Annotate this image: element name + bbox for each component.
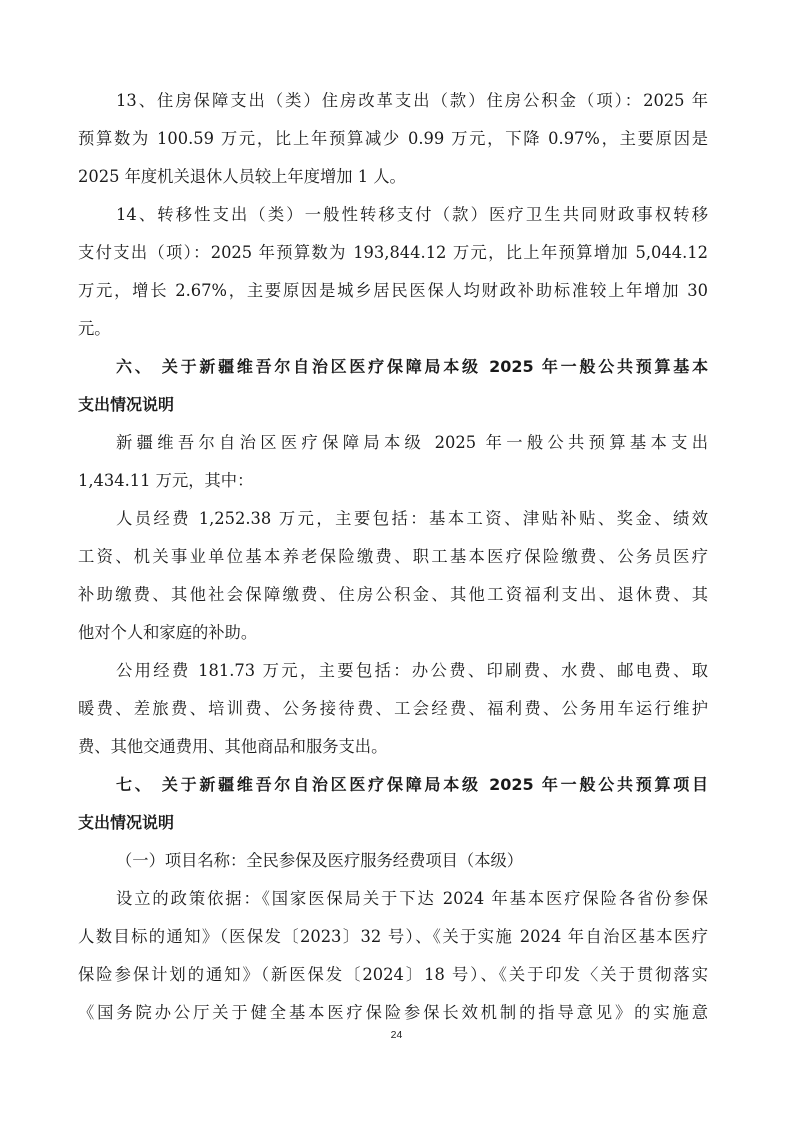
text-line-item13-2: 预算数为 100.59 万元，比上年预算减少 0.99 万元，下降 0.97%，主要原因是 <box>78 129 708 148</box>
personnel-expense-4: 他对个人和家庭的补助。 <box>78 623 258 642</box>
basic-expense-summary-2: 1,434.11 万元，其中： <box>78 471 254 490</box>
public-expense-1: 公用经费 181.73 万元，主要包括：办公费、印刷费、水费、邮电费、取 <box>116 661 708 680</box>
policy-basis-1: 设立的政策依据：《国家医保局关于下达 2024 年基本医疗保险各省份参保 <box>116 889 708 908</box>
page-number: 24 <box>390 1029 403 1041</box>
section-heading-six-cont: 支出情况说明 <box>78 395 175 414</box>
policy-basis-3: 保险参保计划的通知》（新医保发〔2024〕18 号）、《关于印发〈关于贯彻落实 <box>78 965 708 984</box>
public-expense-2: 暖费、差旅费、培训费、公务接待费、工会经费、福利费、公务用车运行维护 <box>78 699 708 718</box>
basic-expense-summary-1: 新疆维吾尔自治区医疗保障局本级 2025 年一般公共预算基本支出 <box>116 433 708 452</box>
policy-basis-2: 人数目标的通知》（医保发〔2023〕32 号）、《关于实施 2024 年自治区基本医疗 <box>78 927 708 946</box>
text-line-item14-1: 14、转移性支出（类）一般性转移支付（款）医疗卫生共同财政事权转移 <box>116 205 708 224</box>
public-expense-3: 费、其他交通费用、其他商品和服务支出。 <box>78 737 388 756</box>
project-name: （一）项目名称：全民参保及医疗服务经费项目（本级） <box>116 851 524 870</box>
personnel-expense-3: 补助缴费、其他社会保障缴费、住房公积金、其他工资福利支出、退休费、其 <box>78 585 708 604</box>
text-line-item14-3: 万元，增长 2.67%，主要原因是城乡居民医保人均财政补助标准较上年增加 30 <box>78 281 708 300</box>
text-line-item13-3: 2025 年度机关退休人员较上年度增加 1 人。 <box>78 167 406 186</box>
text-line-item14-4: 元。 <box>78 319 111 338</box>
personnel-expense-1: 人员经费 1,252.38 万元，主要包括：基本工资、津贴补贴、奖金、绩效 <box>116 509 708 528</box>
section-heading-six: 六、 关于新疆维吾尔自治区医疗保障局本级 2025 年一般公共预算基本 <box>116 357 708 376</box>
section-heading-seven: 七、 关于新疆维吾尔自治区医疗保障局本级 2025 年一般公共预算项目 <box>116 775 708 794</box>
section-heading-seven-cont: 支出情况说明 <box>78 813 175 832</box>
personnel-expense-2: 工资、机关事业单位基本养老保险缴费、职工基本医疗保险缴费、公务员医疗 <box>78 547 708 566</box>
text-line-item13-1: 13、住房保障支出（类）住房改革支出（款）住房公积金（项）：2025 年 <box>116 91 708 110</box>
text-line-item14-2: 支付支出（项）：2025 年预算数为 193,844.12 万元，比上年预算增加 5,044.12 <box>78 243 708 262</box>
policy-basis-4: 《国务院办公厅关于健全基本医疗保险参保长效机制的指导意见》的实施意 <box>78 1003 708 1022</box>
